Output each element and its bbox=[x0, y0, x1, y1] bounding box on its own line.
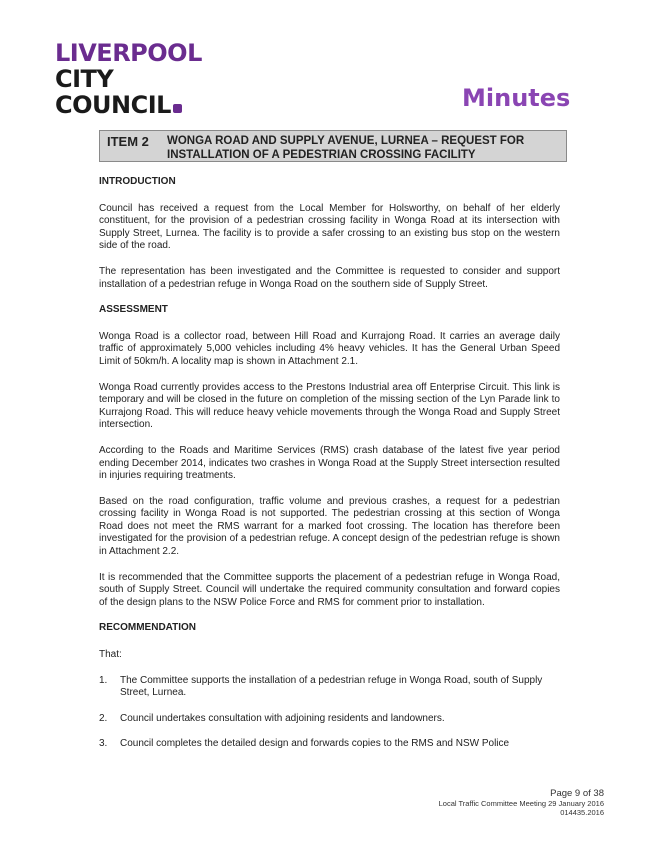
recommendation-number: 1. bbox=[99, 674, 108, 686]
assessment-paragraph: According to the Roads and Maritime Services (RMS) crash database of the latest five year period ending December 2014, indicates two crashes in Wonga Road at the Supply Street intersection resulted in injuries requiring treatments. bbox=[99, 444, 560, 482]
item-number: ITEM 2 bbox=[107, 134, 149, 149]
document-type-title: Minutes bbox=[462, 84, 571, 112]
assessment-paragraph: Wonga Road currently provides access to the Prestons Industrial area off Enterprise Circuit. This link is temporary and will be closed in the future on completion of the missing section of the Lyn Parade link to Kurrajong Road. This will reduce heavy vehicle movements through the Wonga Road and Supply Street intersection. bbox=[99, 381, 560, 431]
item-header bbox=[99, 130, 567, 162]
introduction-paragraph: The representation has been investigated and the Committee is requested to consider and support installation of a pedestrian refuge in Wonga Road on the southern side of Supply Street. bbox=[99, 265, 560, 290]
document-body bbox=[99, 176, 560, 764]
logo-line-3-text: COUNCIL bbox=[55, 91, 171, 119]
document-reference: 014435.2016 bbox=[560, 808, 604, 817]
assessment-paragraph: Wonga Road is a collector road, between Hill Road and Kurrajong Road. It carries an average daily traffic of approximately 5,000 vehicles including 4% heavy vehicles. It has the General Urban Speed Limit of 50km/h. A locality map is shown in Attachment 2.1. bbox=[99, 330, 560, 367]
logo-mark-icon bbox=[173, 104, 182, 113]
recommendation-item bbox=[99, 738, 560, 751]
recommendation-item bbox=[99, 713, 560, 726]
assessment-paragraph: It is recommended that the Committee supports the placement of a pedestrian refuge in Wonga Road, south of Supply Street. Council will undertake the required community consultation and forward copies of the design plans to the NSW Police Force and RMS for comment prior to installation. bbox=[99, 571, 560, 608]
recommendation-number: 3. bbox=[99, 738, 108, 750]
assessment-paragraph: Based on the road configuration, traffic volume and previous crashes, a request for a pedestrian crossing facility in Wonga Road is not supported. The pedestrian crossing at this section of Wonga Road does not meet the RMS warrant for a marked foot crossing. The location has therefore been investigated for the provision of a pedestrian refuge. A concept design of the pedestrian refuge is shown in Attachment 2.2. bbox=[99, 495, 560, 558]
page-footer bbox=[439, 788, 604, 817]
assessment-heading: ASSESSMENT bbox=[99, 304, 168, 316]
recommendation-text: Council completes the detailed design and forwards copies to the RMS and NSW Police bbox=[120, 738, 510, 750]
recommendation-number: 2. bbox=[99, 712, 108, 724]
recommendation-text: Council undertakes consultation with adjoining residents and landowners. bbox=[120, 712, 445, 724]
item-title: WONGA ROAD AND SUPPLY AVENUE, LURNEA – REQUEST FOR INSTALLATION OF A PEDESTRIAN CROSSING FACILITY bbox=[167, 135, 525, 161]
logo-line-1: LIVERPOOL bbox=[55, 39, 202, 67]
recommendation-list bbox=[99, 675, 560, 751]
page-number: Page 9 of 38 bbox=[550, 788, 604, 799]
logo-line-3 bbox=[55, 92, 202, 118]
council-logo bbox=[55, 40, 202, 118]
logo-line-2: CITY bbox=[55, 65, 114, 93]
introduction-heading: INTRODUCTION bbox=[99, 176, 176, 187]
recommendation-text: The Committee supports the installation of a pedestrian refuge in Wonga Road, south of Supply Street, Lurnea. bbox=[120, 674, 543, 699]
recommendation-item bbox=[99, 675, 560, 700]
introduction-paragraph: Council has received a request from the Local Member for Holsworthy, on behalf of her elderly constituent, for the provision of a pedestrian crossing facility in Wonga Road at its intersection with Supply Street, Lurnea. The facility is to provide a safer crossing to an existing bus stop on the western side of the road. bbox=[99, 202, 560, 252]
recommendation-heading: RECOMMENDATION bbox=[99, 622, 197, 634]
meeting-reference: Local Traffic Committee Meeting 29 January 2016 bbox=[438, 799, 604, 808]
recommendation-intro: That: bbox=[99, 649, 122, 661]
